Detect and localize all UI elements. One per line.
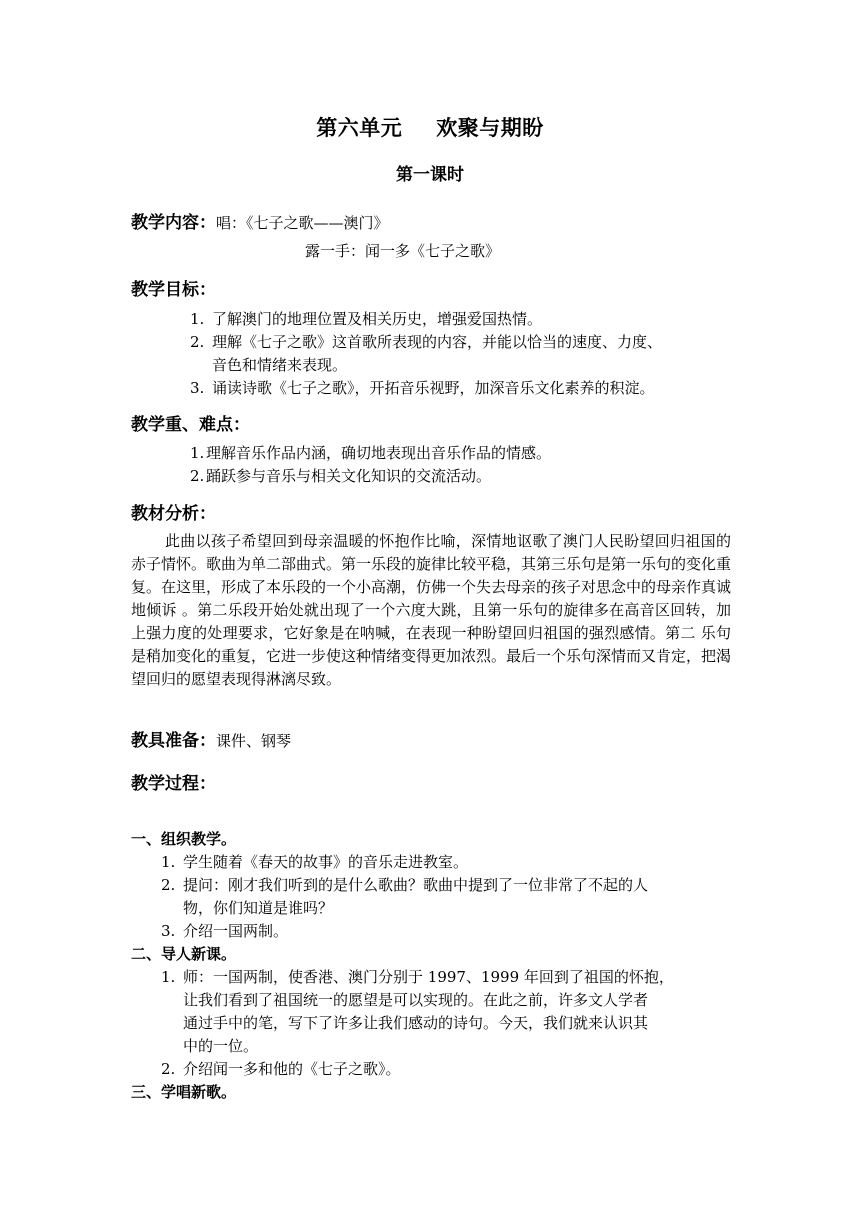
- content-label: 教学内容：: [131, 213, 216, 233]
- analysis-label: 教材分析：: [131, 504, 216, 524]
- tools-label: 教具准备：: [131, 731, 216, 751]
- process-section-title: 三、学唱新歌。: [131, 1083, 237, 1101]
- process-section-title: 二、导人新课。: [131, 945, 237, 963]
- process-section-1-list: [161, 851, 741, 943]
- tools-text: 课件、钢琴: [216, 732, 292, 750]
- list-item: 2. 介绍闻一多和他的《七子之歌》。: [161, 1060, 401, 1078]
- list-item: 2. 理解《七子之歌》这首歌所表现的内容，并能以恰当的速度、力度、: [190, 333, 663, 351]
- list-item-continuation: 让我们看到了祖国统一的愿望是可以实现的。在此之前，许多文人学者: [183, 991, 649, 1009]
- list-item: 2. 踊跃参与音乐与相关文化知识的交流活动。: [190, 467, 492, 485]
- content-line-1: 唱：《七子之歌——澳门》: [216, 214, 389, 232]
- list-item-continuation: 通过手中的笔，写下了许多让我们感动的诗句。今天，我们就来认识其: [183, 1014, 649, 1032]
- key-points-list: [190, 442, 750, 488]
- list-item: 1. 师：一国两制，使香港、澳门分别于 1997、1999 年回到了祖国的怀抱，: [161, 968, 674, 986]
- page-title: [0, 112, 860, 142]
- process-section-title: 一、组织教学。: [131, 830, 237, 848]
- list-item: 2. 提问：刚才我们听到的是什么歌曲？歌曲中提到了一位非常了不起的人: [161, 876, 649, 894]
- list-item: 1. 学生随着《春天的故事》的音乐走进教室。: [161, 853, 469, 871]
- list-item-continuation: 物，你们知道是谁吗？: [183, 899, 334, 917]
- content-line-2: 露一手：闻一多《七子之歌》: [305, 242, 501, 260]
- list-item: 1. 了解澳门的地理位置及相关历史，增强爱国热情。: [190, 310, 543, 328]
- list-item-continuation: 音色和情绪来表现。: [212, 356, 348, 374]
- goals-list: [190, 308, 750, 400]
- key-points-label: 教学重、难点：: [131, 415, 250, 435]
- process-section-2-list: [161, 966, 741, 1081]
- unit-title: 欢聚与期盼: [436, 116, 544, 140]
- tools-section: [131, 726, 291, 753]
- content-section: [131, 208, 389, 235]
- process-label: 教学过程：: [131, 774, 216, 794]
- unit-number: 第六单元: [316, 116, 403, 140]
- list-item: 1. 理解音乐作品内涵，确切地表现出音乐作品的情感。: [190, 444, 552, 462]
- list-item: 3. 诵读诗歌《七子之歌》，开拓音乐视野，加深音乐文化素养的积淀。: [190, 379, 655, 397]
- analysis-paragraph: 此曲以孩子希望回到母亲温暖的怀抱作比喻，深情地讴歌了澳门人民盼望回归祖国的赤子情怀。歌曲为单二部曲式。第一乐段的旋律比较平稳，其第三乐句是第一乐句的变化重复。在这里，形成了本乐段的一个小高潮，仿佛一个失去母亲的孩子对思念中的母亲作真诚地倾诉 。第二乐段开始处就出现了一个六度大跳，且第一乐句的旋律多在高音区回转，加上强力度的处理要求，它好象是在呐喊，在表现一种盼望回归祖国的强烈感情。第二 乐句是稍加变化的重复，它进一步使这种情绪变得更加浓烈。最后一个乐句深情而又肯定，把渴望回归的愿望表现得淋漓尽致。: [131, 532, 732, 688]
- lesson-title: 第一课时: [396, 165, 464, 185]
- list-item-continuation: 中的一位。: [183, 1037, 259, 1055]
- goals-label: 教学目标：: [131, 280, 216, 300]
- list-item: 3. 介绍一国两制。: [161, 922, 289, 940]
